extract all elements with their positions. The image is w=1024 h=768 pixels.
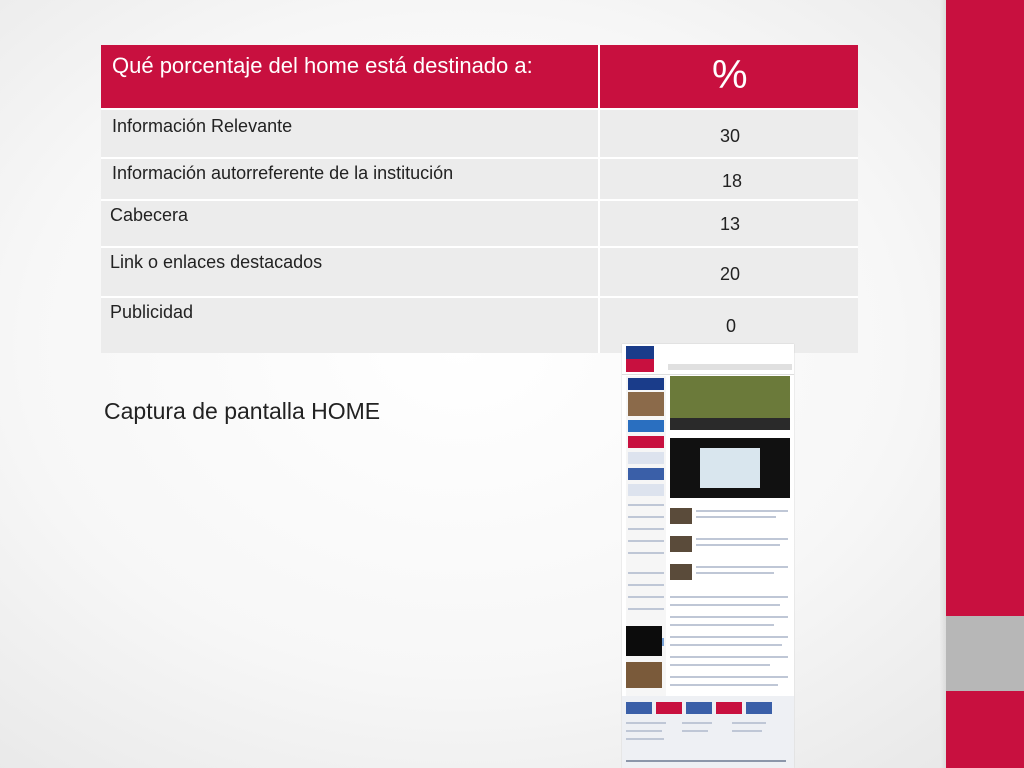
thumb-footer-line — [626, 738, 664, 740]
row-label: Link o enlaces destacados — [110, 252, 323, 272]
thumb-news-line — [696, 544, 780, 546]
row-value: 0 — [726, 316, 737, 336]
thumb-video-block — [626, 626, 662, 656]
thumb-news-line — [670, 676, 788, 678]
row-label: Publicidad — [110, 302, 194, 322]
slide-accent-band-gray — [946, 616, 1024, 691]
thumb-news-line — [670, 684, 778, 686]
header-unit-cell — [600, 45, 858, 108]
thumb-news-line — [696, 516, 776, 518]
thumb-footer-logo — [716, 702, 742, 714]
thumb-footer-line — [682, 730, 708, 732]
row-label: Cabecera — [110, 205, 189, 225]
thumb-side-line — [628, 504, 664, 506]
thumb-side-line — [628, 540, 664, 542]
thumb-side-line — [628, 516, 664, 518]
thumb-footer — [622, 696, 794, 768]
row-value: 13 — [720, 214, 741, 234]
thumb-footer-line — [732, 730, 762, 732]
thumb-side-line — [628, 552, 664, 554]
thumb-side-banner — [628, 484, 664, 496]
header-unit: % — [712, 53, 748, 97]
thumb-side-line — [628, 608, 664, 610]
thumb-footer-logo — [656, 702, 682, 714]
thumb-footer-logo — [626, 702, 652, 714]
thumb-photo-block — [626, 662, 662, 688]
percentage-table — [101, 45, 858, 353]
thumb-footer-logo — [686, 702, 712, 714]
table-row — [101, 248, 858, 298]
thumb-news-line — [670, 636, 788, 638]
thumb-news-line — [696, 538, 788, 540]
thumb-footer-line — [626, 760, 786, 762]
thumb-news-line — [670, 596, 788, 598]
thumb-side-line — [628, 572, 664, 574]
thumb-side-line — [628, 584, 664, 586]
thumb-footer-line — [682, 722, 712, 724]
header-question: Qué porcentaje del home está destinado a: — [112, 53, 533, 78]
thumb-news-line — [696, 510, 788, 512]
thumb-footer-line — [626, 730, 662, 732]
home-screenshot-thumbnail — [622, 344, 794, 768]
thumb-side-banner — [628, 436, 664, 448]
row-value: 30 — [720, 126, 741, 146]
table-header-row — [101, 45, 858, 110]
row-label: Información Relevante — [112, 116, 293, 136]
thumb-footer-line — [732, 722, 766, 724]
row-label: Información autorreferente de la institución — [112, 163, 454, 183]
header-question-cell — [101, 45, 600, 108]
thumb-side-line — [628, 596, 664, 598]
thumb-news-line — [670, 624, 774, 626]
thumb-news-line — [696, 566, 788, 568]
thumb-side-line — [628, 528, 664, 530]
thumb-footer-line — [626, 722, 666, 724]
thumb-video-frame — [700, 448, 760, 488]
row-value: 18 — [722, 171, 743, 191]
thumb-side-banner — [628, 378, 664, 390]
thumb-video — [670, 438, 790, 498]
thumb-news-line — [670, 616, 788, 618]
thumb-news-line — [670, 656, 788, 658]
thumb-logo-stripe — [626, 359, 654, 372]
table-row — [101, 159, 858, 201]
thumb-news-line — [696, 572, 774, 574]
thumb-news-line — [670, 604, 780, 606]
thumb-header — [622, 344, 794, 375]
thumb-hero-caption — [670, 418, 790, 430]
thumb-nav-bar — [668, 364, 792, 370]
thumb-news-image — [670, 564, 692, 580]
thumb-side-banner — [628, 452, 664, 464]
thumb-news-line — [670, 664, 770, 666]
thumb-news-image — [670, 508, 692, 524]
table-row — [101, 110, 858, 159]
thumb-side-banner — [628, 468, 664, 480]
thumb-news-line — [670, 644, 782, 646]
thumb-footer-logo — [746, 702, 772, 714]
thumb-side-photo — [628, 392, 664, 416]
home-screenshot-caption: Captura de pantalla HOME — [104, 398, 381, 424]
thumb-side-banner — [628, 420, 664, 432]
thumb-news-image — [670, 536, 692, 552]
table-row — [101, 201, 858, 248]
row-value: 20 — [720, 264, 741, 284]
